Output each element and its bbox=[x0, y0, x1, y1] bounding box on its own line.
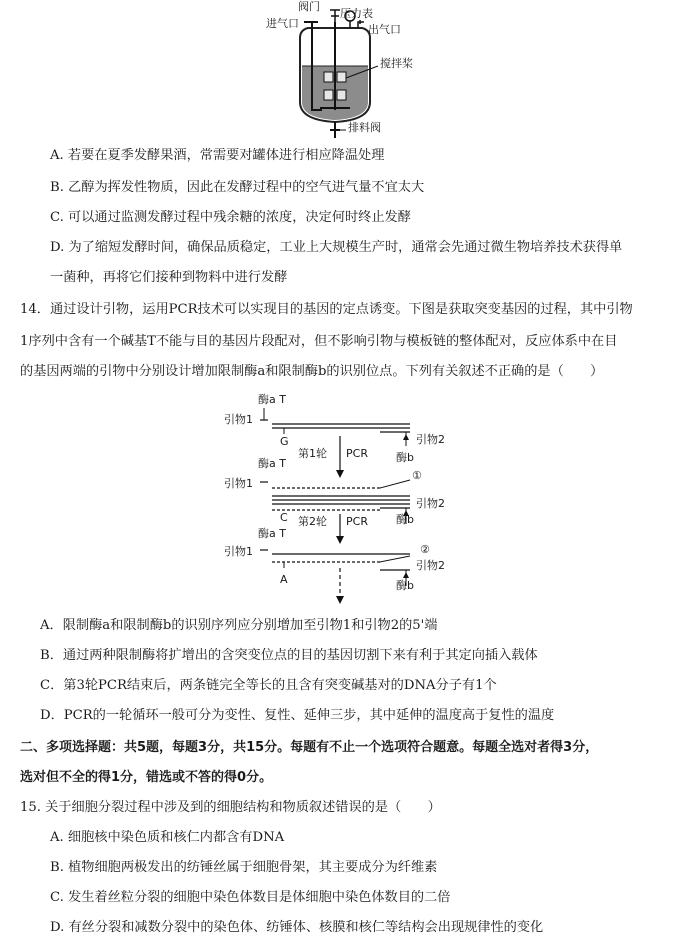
enzyme-b-label-1: 酶b bbox=[396, 451, 414, 464]
q13-option-d-cont: 一菌种，再将它们接种到物料中进行发酵 bbox=[50, 270, 288, 285]
q13-option-b: B. 乙醇为挥发性物质，因此在发酵过程中的空气进气量不宜太大 bbox=[50, 180, 425, 195]
enzyme-a-t-label-2: 酶a T bbox=[258, 457, 286, 470]
stirrer-label: 搅拌桨 bbox=[380, 57, 413, 70]
q14-stem-line1: 14．通过设计引物，运用PCR技术可以实现目的基因的定点诱变。下图是获取突变基因的过程，其中引物 bbox=[20, 302, 633, 317]
base-a-label: A bbox=[280, 573, 288, 586]
mark-2: ② bbox=[420, 543, 430, 556]
q15-option-c: C. 发生着丝粒分裂的细胞中染色体数目是体细胞中染色体数目的二倍 bbox=[50, 890, 451, 905]
section2-heading-line1: 二、多项选择题：共5题，每题3分，共15分。每题有不止一个选项符合题意。每题全选对者得3分， bbox=[20, 740, 599, 755]
enzyme-b-label-2: 酶b bbox=[396, 513, 414, 526]
air-inlet-label: 进气口 bbox=[266, 17, 299, 30]
q15-option-b: B. 植物细胞两极发出的纺锤丝属于细胞骨架，其主要成分为纤维素 bbox=[50, 860, 438, 875]
q15-stem: 15. 关于细胞分裂过程中涉及到的细胞结构和物质叙述错误的是（ ） bbox=[20, 800, 441, 815]
pressure-gauge-label: 压力表 bbox=[340, 7, 373, 20]
q15-option-d: D. 有丝分裂和减数分裂中的染色体、纺锤体、核膜和核仁等结构会出现规律性的变化 bbox=[50, 920, 544, 935]
q13-option-c: C. 可以通过监测发酵过程中残余糖的浓度，决定何时终止发酵 bbox=[50, 210, 411, 225]
primer2-label-3: 引物2 bbox=[416, 559, 445, 572]
q14-option-a: A．限制酶a和限制酶b的识别序列应分别增加至引物1和引物2的5'端 bbox=[40, 618, 438, 633]
air-outlet-label: 出气口 bbox=[368, 23, 401, 36]
section2-heading-line2: 选对但不全的得1分，错选或不答的得0分。 bbox=[20, 770, 273, 785]
q14-option-d: D．PCR的一轮循环一般可分为变性、复性、延伸三步，其中延伸的温度高于复性的温度 bbox=[40, 708, 555, 723]
q14-stem-line2: 1序列中含有一个碱基T不能与目的基因片段配对，但不影响引物与模板链的整体配对，反应体系中在目 bbox=[20, 334, 618, 349]
valve-label: 阀门 bbox=[298, 0, 320, 13]
base-c-label: C bbox=[280, 511, 288, 524]
q14-option-c: C．第3轮PCR结束后，两条链完全等长的且含有突变碱基对的DNA分子有1个 bbox=[40, 678, 497, 693]
pcr-label-2: PCR bbox=[346, 515, 368, 528]
q14-option-b: B．通过两种限制酶将扩增出的含突变位点的目的基因切割下来有利于其定向插入载体 bbox=[40, 648, 538, 663]
pcr-label-1: PCR bbox=[346, 447, 368, 460]
primer1-label-3: 引物1 bbox=[224, 545, 253, 558]
q13-option-d: D. 为了缩短发酵时间，确保品质稳定，工业上大规模生产时，通常会先通过微生物培养技术获得单 bbox=[50, 240, 623, 255]
round1-label: 第1轮 bbox=[298, 447, 327, 460]
q15-option-a: A. 细胞核中染色质和核仁内都含有DNA bbox=[50, 830, 285, 845]
q13-option-a: A. 若要在夏季发酵果酒，常需要对罐体进行相应降温处理 bbox=[50, 148, 385, 163]
q14-stem-line3: 的基因两端的引物中分别设计增加限制酶a和限制酶b的识别位点。下列有关叙述不正确的是（ ） bbox=[20, 364, 604, 379]
enzyme-a-t-label-3: 酶a T bbox=[258, 527, 286, 540]
primer2-label-2: 引物2 bbox=[416, 497, 445, 510]
discharge-valve-label: 排料阀 bbox=[348, 121, 381, 134]
primer2-label-1: 引物2 bbox=[416, 433, 445, 446]
enzyme-a-t-label-1: 酶a T bbox=[258, 393, 286, 406]
enzyme-b-label-3: 酶b bbox=[396, 579, 414, 592]
base-g-label: G bbox=[280, 435, 289, 448]
mark-1: ① bbox=[412, 469, 422, 482]
primer1-label-2: 引物1 bbox=[224, 477, 253, 490]
round2-label: 第2轮 bbox=[298, 515, 327, 528]
primer1-label-1: 引物1 bbox=[224, 413, 253, 426]
